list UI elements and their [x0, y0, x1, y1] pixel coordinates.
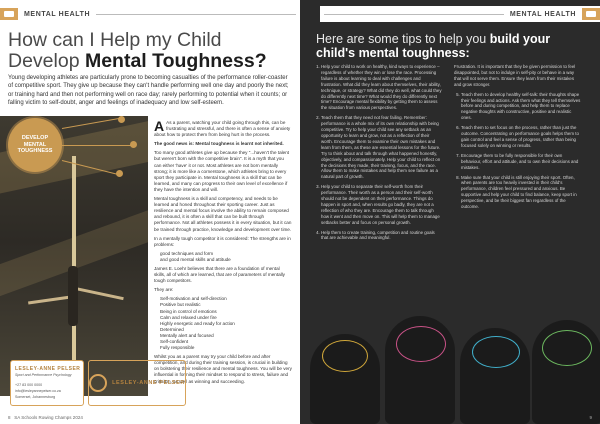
- title-bold: Mental Toughness?: [84, 50, 267, 72]
- brain-glow-icon: [542, 330, 592, 366]
- list-item: Being in control of emotions: [160, 308, 217, 314]
- list-item: good techniques and form: [160, 250, 214, 256]
- list-item: Self-motivation and self-direction: [160, 296, 227, 302]
- list-item: Calm and relaxed under fire: [160, 314, 217, 320]
- list-item: Determined: [160, 326, 184, 332]
- tip-item: 5. Teach them to develop healthy self-talk: their thoughts shape their feelings and actions. Ask them what they tell themselves before and during competition, and help them to replace negative thoughts with constructive, positive and realistic ones.: [461, 92, 582, 122]
- list-item: Highly energetic and ready for action: [160, 320, 235, 326]
- body-paragraph: Whilst you as a parent may try your child before and after competition, and during their training session, is crucial in building on bolstering their resilience and mental toughness. You will be very influential in forming their mindset to respond to stress, failure and criticism, as well as winning and succeeding.: [154, 354, 292, 384]
- body-paragraph: In a mentally tough competitor it is considered: The strengths are in problems:: [154, 235, 291, 247]
- publication-logo-icon: [0, 8, 18, 20]
- contact-role: Sport and Performance Psychology: [15, 373, 72, 377]
- tips-list: [454, 92, 582, 210]
- bullet-list: [160, 251, 292, 263]
- right-header: [320, 6, 600, 22]
- section-label: MENTAL HEALTH: [24, 10, 91, 18]
- body-paragraph: Mental toughness is a skill and competency, and needs to be learned and honed throughout their sporting career. Just as resilience and mental focus involve the ability to remain composed and rebound, it is often a skill that can be built through performance. Not all athletes possess it in every situation, but it can be trained through practice, knowledge and development over time.: [154, 196, 292, 232]
- tip-item: 6. Teach them to set focus on the process, rather than just the outcome. Concentrating on performance goals helps them to gain control and feel a sense of progress, rather than being focused solely on winning or results.: [461, 125, 582, 149]
- intro-paragraph: Young developing athletes are particularly prone to becoming casualties of the performance roller-coaster of competitive sport. They give up because they can't handle performing well one day and poorly the next; or training hard and then not performing well on race day; rarely performing to potential when it counts; or falling victim to self-doubt, anger and feelings of inadequacy and low self-esteem.: [8, 75, 289, 107]
- badge-node: [130, 141, 137, 148]
- article-column: [154, 120, 292, 388]
- bullet-list: [160, 296, 292, 351]
- tip-item: 7. Encourage them to be fully responsible for their own behaviour, effort and attitude, and to own their decisions and mistakes.: [461, 153, 582, 171]
- list-item: Fully responsible: [160, 345, 195, 351]
- list-item: Self-confident: [160, 339, 189, 344]
- tip-paragraph: Frustration. It is important that they be given permission to feel disappointed, but not to indulge in self-pity or behave in a way that will not serve them. Ensure they learn from their mistakes and grow stronger.: [454, 64, 576, 87]
- badge-spoke: [62, 145, 132, 146]
- contact-location: Somerset, Johannesburg: [15, 395, 56, 399]
- body-paragraph: Too many good athletes give up because they "...haven't the talent but weren't born with the competitive brain". It is a myth that you can either 'have' it or not. Most athletes are not born mentally strong; it is more like a cornerstone, which athletes bring to every sport they participate in. Mental toughness is a skill that can be learned, and many can progress to their own level of excellence if they have the intention and will.: [154, 150, 290, 192]
- page-footer: [589, 415, 592, 420]
- tip-item: 8. Make sure that your child is still enjoying their sport. Often, when parents are too heavily invested in their child's performance, children feel pressured and anxious. Be supportive and help your child to find balance, keep sport in perspective, and be their biggest fan regardless of the outcome.: [461, 175, 582, 210]
- logo-card: [88, 360, 186, 406]
- brand-ring-icon: [89, 374, 107, 392]
- body-paragraph: A As a parent, watching your child going through this, can be frustrating and stressful, and there is often a sense of anxiety about how to protect them from being hurt in the process.: [154, 118, 291, 138]
- title-plain: Here are some tips to help you: [316, 32, 490, 46]
- brain-illustration: [300, 300, 600, 424]
- tip-item: 1. Help your child to work on healthy, kind ways to experience – regardless of whether they win or lose the race. Processing failure is about learning to deal with challenges and frustration. What did they learn about themselves, their ability, technique, or strategy? What did they do well, what could they do differently next time? What would they do differently next time? Encourage mental flexibility by getting them to assess the situation from various perspectives.: [321, 64, 442, 111]
- brain-glow-icon: [396, 326, 446, 362]
- contact-email: info@lesleyannepelser.co.za: [15, 389, 61, 393]
- badge-node: [116, 170, 123, 177]
- body-paragraph: James E. Loehr believes that there are a foundation of mental skills, all of which are learned, that are of parameters of mentally tough competitors.: [154, 265, 285, 284]
- list-item: and good mental skills and attitude: [160, 256, 231, 262]
- section-label: MENTAL HEALTH: [509, 10, 576, 18]
- publication-name: SA Schools Rowing Champs 2024: [14, 415, 83, 420]
- header-rule: [324, 14, 504, 15]
- brand-name: LESLEY-ANNE PELSER: [112, 380, 185, 386]
- page-number: 9: [589, 415, 592, 420]
- page-footer: [8, 415, 83, 420]
- contact-card: [10, 360, 84, 406]
- tips-list: [314, 64, 442, 241]
- list-label: They are:: [154, 287, 174, 293]
- header-rule: [96, 14, 296, 15]
- page-number: 8: [8, 415, 11, 420]
- list-item: Mentally alert and focused: [160, 332, 214, 338]
- mental-toughness-badge: [8, 118, 62, 172]
- contact-name: LESLEY-ANNE PELSER: [15, 366, 81, 372]
- tips-title: [316, 32, 586, 60]
- brain-glow-icon: [472, 336, 520, 368]
- title-plain: How can I Help my Child Develop: [8, 29, 222, 72]
- tip-item: 4. Help them to create training, competition and routine goals that are achievable and meaningful.: [321, 230, 442, 242]
- list-item: Positive but realistic: [160, 302, 201, 308]
- tip-item: 2. Teach them that they need not fear failing. Remember: performance is a whole mix of its own relationship with being competitive. Try to help your child see any setback as an opportunity to learn and grow, not as a reflection of their worth. Encourage them to examine their own mistakes and learn from them, as these are essential lessons for the future. Try to think about and talk through what happened honestly, objectively, and compassionately. Help your child to reflect on the decisions they made, their training, focus, and the race. Allow them to make mistakes and help them see failure as a natural part of growth.: [321, 115, 442, 180]
- brain-glow-icon: [322, 340, 368, 372]
- tips-column-right: [454, 64, 582, 214]
- publication-logo-icon: [582, 8, 600, 20]
- title-bold: build your child's mental toughness:: [316, 32, 551, 60]
- tip-item: 3. Help your child to separate their self-worth from their performance. Their worth as a person and their self-worth should not be dependent on their performance. Things do happen in sport and, when results go badly, they are not a reflection of who they are. Encourage them to talk through how it went and then move on. This will help them to manage setbacks better and focus on personal growth.: [321, 184, 442, 225]
- contact-phone: +27 83 000 0000: [15, 383, 43, 387]
- left-header: [0, 6, 296, 22]
- article-title: [8, 30, 288, 72]
- right-page: [300, 0, 600, 424]
- badge-label: DEVELOP MENTAL TOUGHNESS: [17, 135, 53, 155]
- body-paragraph: The good news is: Mental toughness is learnt not inherited.: [154, 141, 284, 147]
- tips-column-left: [314, 64, 442, 245]
- badge-node: [118, 116, 125, 123]
